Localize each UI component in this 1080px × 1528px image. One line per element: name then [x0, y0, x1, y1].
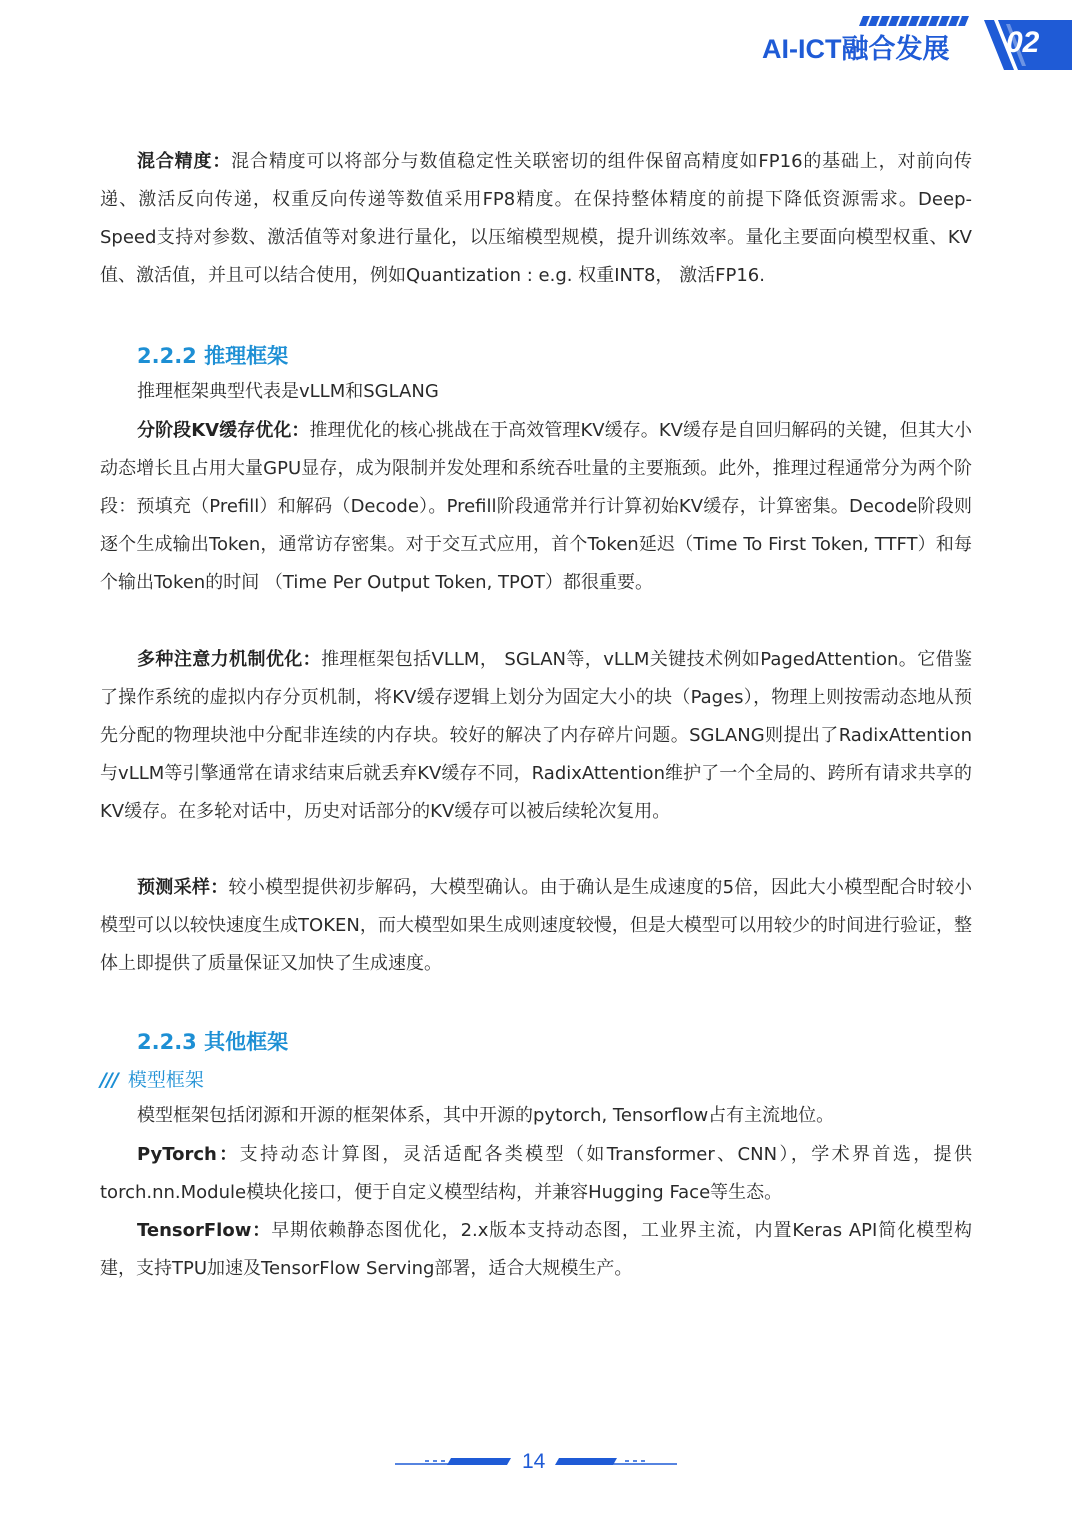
paragraph-text: 推理框架包括VLLM， SGLAN等，vLLM关键技术例如PagedAttention。它借鉴了操作系统的虚拟内存分页机制，将KV缓存逻辑上划分为固定大小的块（Pages），物理上则按需动态地从预先分配的物理块池中分配非连续的内存块。较好的解决了内存碎片问题。SGLANG则提出了RadixAttention与vLLM等引擎通常在请求结束后就丢弃KV缓存不同，RadixAttention维护了一个全局的、跨所有请求共享的KV缓存。在多轮对话中，历史对话部分的KV缓存可以被后续轮次复用。	[100, 649, 973, 822]
page-number: 14	[522, 1450, 546, 1473]
footer-right-decoration	[555, 1455, 680, 1469]
section-intro: 推理框架典型代表是vLLM和SGLANG	[137, 381, 439, 402]
term-label: 分阶段KV缓存优化：	[137, 420, 310, 441]
footer-left-decoration	[395, 1455, 515, 1469]
section-heading-2-2-2: 2.2.2 推理框架	[137, 344, 289, 368]
paragraph-text: 混合精度可以将部分与数值稳定性关联密切的组件保留高精度如FP16的基础上，对前向传递、激活反向传递，权重反向传递等数值采用FP8精度。在保持整体精度的前提下降低资源需求。Deep-Speed支持对参数、激活值等对象进行量化，以压缩模型规模，提升训练效率。量化主要面向模型权重、KV值、激活值，并且可以结合使用，例如Quantization : e.g. 权重INT8， 激活FP16.	[100, 151, 973, 286]
term-label: 预测采样：	[137, 877, 229, 898]
paragraph-tensorflow	[100, 1212, 972, 1288]
subsection-title: 模型框架	[127, 1069, 204, 1091]
header-title: AI-ICT融合发展	[762, 34, 950, 64]
header-stripes-decoration	[855, 14, 975, 34]
term-label: PyTorch：	[137, 1144, 240, 1165]
term-label: 多种注意力机制优化：	[137, 649, 322, 670]
subsection-heading	[100, 1065, 204, 1092]
slash-marker-icon: ///	[100, 1069, 118, 1091]
paragraph-mixed-precision	[100, 143, 972, 295]
paragraph-text: 支持动态计算图，灵活适配各类模型（如Transformer、CNN），学术界首选，提供torch.nn.Module模块化接口，便于自定义模型结构，并兼容Hugging Face等生态。	[100, 1144, 972, 1203]
chapter-number: 02	[1006, 26, 1040, 59]
page-footer	[0, 1440, 1080, 1490]
term-label: 混合精度：	[137, 151, 232, 172]
paragraph-pytorch	[100, 1136, 972, 1212]
page-header	[0, 0, 1080, 90]
paragraph-text: 推理优化的核心挑战在于高效管理KV缓存。KV缓存是自回归解码的关键，但其大小动态增长且占用大量GPU显存，成为限制并发处理和系统吞吐量的主要瓶颈。此外，推理过程通常分为两个阶段：预填充（Prefill）和解码（Decode）。Prefill阶段通常并行计算初始KV缓存，计算密集。Decode阶段则逐个生成输出Token，通常访存密集。对于交互式应用，首个Token延迟（Time To First Token, TTFT）和每个输出Token的时间 （Time Per Output Token, TPOT）都很重要。	[100, 420, 972, 593]
paragraph-kv-cache	[100, 412, 972, 602]
paragraph-text: 较小模型提供初步解码，大模型确认。由于确认是生成速度的5倍，因此大小模型配合时较小模型可以以较快速度生成TOKEN，而大模型如果生成则速度较慢，但是大模型可以用较少的时间进行验证，整体上即提供了质量保证又加快了生成速度。	[100, 877, 973, 974]
paragraph-text: 早期依赖静态图优化，2.x版本支持动态图，工业界主流，内置Keras API简化模型构建，支持TPU加速及TensorFlow Serving部署，适合大规模生产。	[100, 1220, 973, 1279]
section-heading-2-2-3: 2.2.3 其他框架	[137, 1030, 289, 1054]
paragraph-attention	[100, 641, 972, 831]
term-label: TensorFlow：	[137, 1220, 272, 1241]
subsection-intro: 模型框架包括闭源和开源的框架体系，其中开源的pytorch, Tensorflow占有主流地位。	[137, 1105, 835, 1126]
paragraph-speculative-sampling	[100, 869, 972, 983]
